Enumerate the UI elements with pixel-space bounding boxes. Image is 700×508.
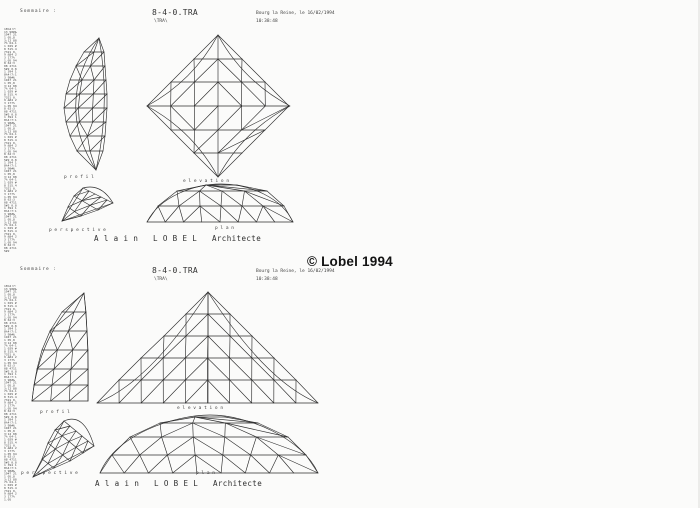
view-label-elevation: e l e v a t i o n <box>183 178 230 184</box>
view-sheet1-plan <box>147 184 293 222</box>
file-subtitle: \TRA\ <box>154 276 168 282</box>
view-sheet1-perspective <box>62 187 113 221</box>
view-sheet2-perspective <box>33 419 94 477</box>
view-label-profil: p r o f i l <box>64 174 94 180</box>
view-sheet2-profil <box>32 293 88 401</box>
view-sheet1-profil <box>64 38 107 170</box>
architect-signature: A l a i n L O B E L Architecte <box>94 234 262 243</box>
file-subtitle: \TRA\ <box>154 18 168 24</box>
view-label-perspective: p e r s p e c t i v e <box>49 227 106 233</box>
file-title: 8-4-0.TRA <box>152 8 199 17</box>
view-label-elevation: e l e v a t i o n <box>177 405 224 411</box>
view-sheet2-elevation <box>97 292 318 403</box>
place-date: Bourg la Reine, le 16/02/1994 <box>256 268 335 274</box>
view-sheet2-plan <box>100 415 318 473</box>
view-label-plan: p l a n <box>196 470 215 476</box>
view-label-profil: p r o f i l <box>40 409 70 415</box>
plot-time: 10:38:48 <box>256 276 278 282</box>
copyright-stamp: © Lobel 1994 <box>307 254 393 269</box>
place-date: Bourg la Reine, le 16/02/1994 <box>256 10 335 16</box>
architect-signature: A l a i n L O B E L Architecte <box>95 479 263 488</box>
file-title: 8-4-0.TRA <box>152 266 199 275</box>
plotter-margin-noise: 18%4!7:13 98#& 1947 211 05,8 3:12 887% 64-11 029 #8 515.4 7321 0.9 &84 23 177% 1.05 948 62:3 08 4711 5#2 0.81 394 18%4!7:13 98#& 1947 211 05,8 3:12 887% 64-11 029 #8 515.4 7321 0.9 &84 23 177% 1.05 948 62:3 08 4711 5#2 0.81 394 18%4!7:13 98#& 1947 211 05,8 3:12 887% 64-11 029 #8 515.4 7321 0.9 &84 23 177% 1.05 948 62:3 08 4711 5#2 0.81 394 18%4!7:13 98#& 1947 211 05,8 3:12 887% 64-11 029 #8 515.4 7321 0.9 &84 23 177% 1.05 948 62:3 08 4711 5#2 0.81 394 18%4!7:13 98#& 1947 211 05,8 3:12 887% 64-11 029 #8 515.4 7321 0.9 &84 23 177% 1.05 948 62:3 08 4711 5#2 <box>4 27 17 253</box>
view-label-perspective: p e r s p e c t i v e <box>21 470 78 476</box>
plotter-margin-noise: 18%4!7:13 98#& 1947 211 05,8 3:12 887% 64-11 029 #8 515.4 7321 0.9 &84 23 177% 1.05 948 62:3 08 4711 5#2 0.81 394 18%4!7:13 98#& 1947 211 05,8 3:12 887% 64-11 029 #8 515.4 7321 0.9 &84 23 177% 1.05 948 62:3 08 4711 5#2 0.81 394 18%4!7:13 98#& 1947 211 05,8 3:12 887% 64-11 029 #8 515.4 7321 0.9 &84 23 177% 1.05 948 62:3 08 4711 5#2 0.81 394 18%4!7:13 98#& 1947 211 05,8 3:12 887% 64-11 029 #8 515.4 7321 0.9 &84 23 177% 1.05 948 62:3 08 4711 5#2 0.81 394 18%4!7:13 98#& 1947 211 05,8 3:12 887% 64-11 029 #8 515.4 7321 0.9 &84 23 177% 1.05 <box>4 284 17 502</box>
view-label-plan: p l a n <box>215 225 234 231</box>
sommaire-label: Sommaire : <box>20 266 58 272</box>
sommaire-label: Sommaire : <box>20 8 58 14</box>
view-sheet1-elevation <box>147 35 290 177</box>
plot-time: 10:38:48 <box>256 18 278 24</box>
